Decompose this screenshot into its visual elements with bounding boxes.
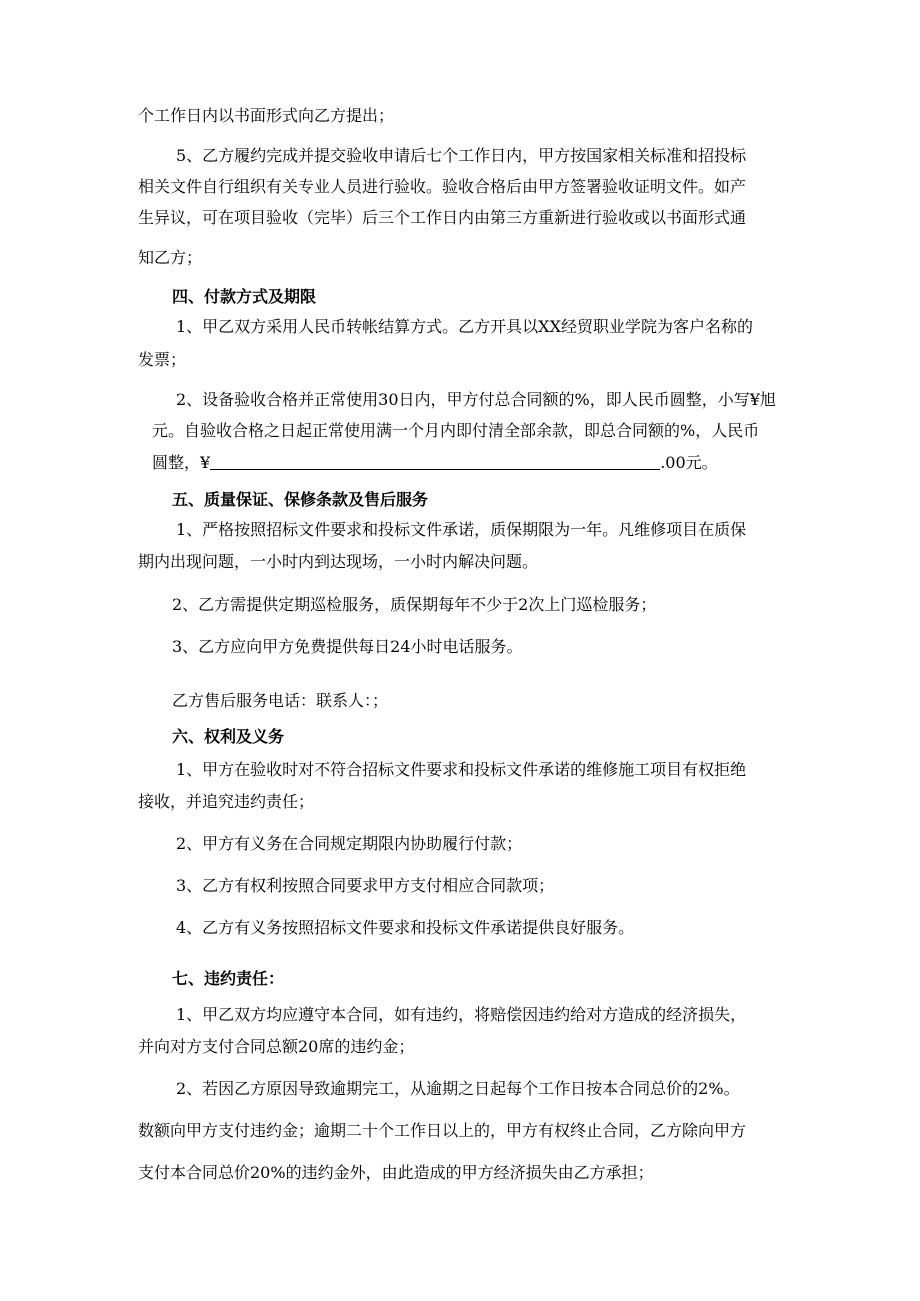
paragraph-line: 1、甲乙双方采用人民币转帐结算方式。乙方开具以XX经贸职业学院为客户名称的	[176, 317, 753, 336]
paragraph-line: 元。自验收合格之日起正常使用满一个月内即付清全部余款，即总合同额的%，人民币	[152, 421, 760, 440]
section-heading-5: 五、质量保证、保修条款及售后服务	[172, 490, 429, 509]
paragraph-line: 1、甲乙双方均应遵守本合同，如有违约，将赔偿因违约给对方造成的经济损失，	[176, 1005, 747, 1024]
paragraph-line: 支付本合同总价20%的违约金外，由此造成的甲方经济损失由乙方承担；	[138, 1163, 654, 1182]
paragraph-line: 发票；	[138, 350, 187, 369]
paragraph-line: 生异议，可在项目验收（完毕）后三个工作日内由第三方重新进行验收或以书面形式通	[138, 208, 747, 227]
paragraph-line: 知乙方；	[138, 248, 203, 267]
section-heading-6: 六、权利及义务	[172, 727, 285, 746]
paragraph-line: 2、若因乙方原因导致逾期完工，从逾期之日起每个工作日按本合同总价的2%。	[176, 1079, 740, 1098]
paragraph-line: 相关文件自行组织有关专业人员进行验收。验收合格后由甲方签署验收证明文件。如产	[138, 177, 747, 196]
paragraph-line: 并向对方支付合同总额20席的违约金；	[138, 1037, 415, 1056]
blank-underline	[210, 453, 660, 470]
amount-prefix: 圆整，¥	[152, 453, 211, 472]
paragraph-line: 4、乙方有义务按照招标文件要求和投标文件承诺提供良好服务。	[176, 918, 635, 937]
paragraph-line: 1、甲方在验收时对不符合招标文件要求和投标文件承诺的维修施工项目有权拒绝	[176, 760, 747, 779]
paragraph-line: 5、乙方履约完成并提交验收申请后七个工作日内，甲方按国家相关标准和招投标	[176, 146, 747, 165]
paragraph-line: 2、乙方需提供定期巡检服务，质保期每年不少于2次上门巡检服务；	[172, 595, 657, 614]
amount-suffix: .00元。	[660, 453, 718, 472]
paragraph-line: 1、严格按照招标文件要求和投标文件承诺，质保期限为一年。凡维修项目在质保	[176, 520, 747, 539]
paragraph-line: 3、乙方应向甲方免费提供每日24小时电话服务。	[172, 637, 523, 656]
paragraph-line: 2、甲方有义务在合同规定期限内协助履行付款；	[176, 834, 523, 853]
paragraph-line: 期内出现问题，一小时内到达现场，一小时内解决问题。	[138, 552, 539, 571]
paragraph-line: 3、乙方有权利按照合同要求甲方支付相应合同款项；	[176, 876, 555, 895]
paragraph-line: 乙方售后服务电话：联系人：；	[172, 691, 389, 710]
amount-line	[152, 448, 718, 477]
paragraph-line: 个工作日内以书面形式向乙方提出；	[138, 106, 395, 125]
paragraph-line: 2、设备验收合格并正常使用30日内，甲方付总合同额的%，即人民币圆整，小写¥旭	[176, 390, 776, 409]
paragraph-line: 接收，并追究违约责任；	[138, 792, 315, 811]
section-heading-7: 七、违约责任：	[172, 969, 285, 988]
section-heading-4: 四、付款方式及期限	[172, 287, 317, 306]
paragraph-line: 数额向甲方支付违约金；逾期二十个工作日以上的，甲方有权终止合同，乙方除向甲方	[138, 1121, 747, 1140]
